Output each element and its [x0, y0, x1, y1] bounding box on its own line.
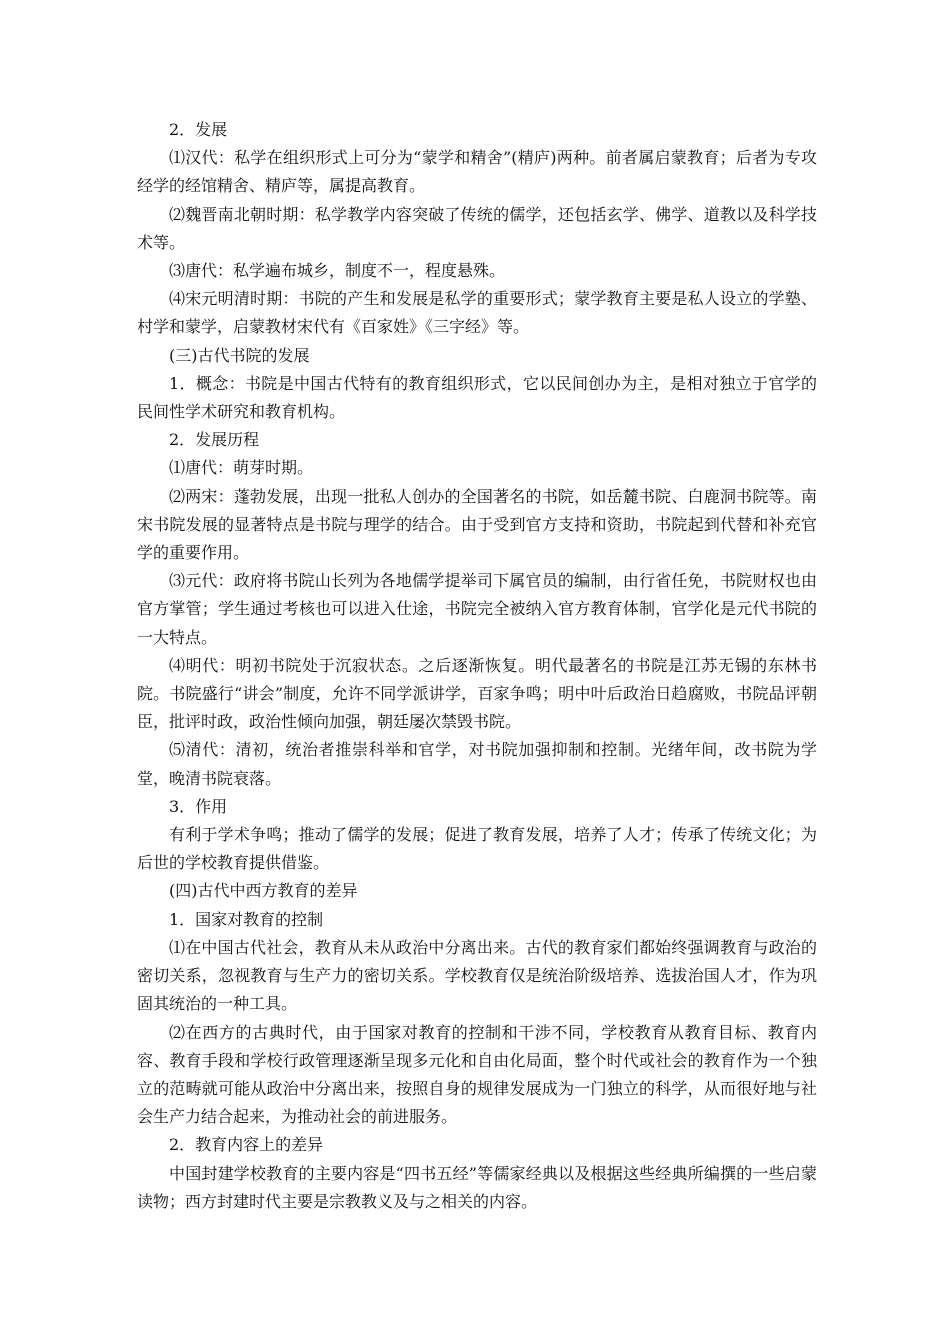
paragraph-role: 有利于学术争鸣；推动了儒学的发展；促进了教育发展，培养了人才；传承了传统文化；为后世的学校教育提供借鉴。 — [137, 825, 817, 873]
paragraph-qing: ⑸清代：清初，统治者推崇科举和官学，对书院加强抑制和控制。光绪年间，改书院为学堂，晚清书院衰落。 — [137, 740, 817, 788]
paragraph-ming: ⑷明代：明初书院处于沉寂状态。之后逐渐恢复。明代最著名的书院是江苏无锡的东林书院。书院盛行“讲会”制度，允许不同学派讲学，百家争鸣；明中叶后政治日趋腐败，书院品评朝臣，批评时政，政治性倾向加强，朝廷屡次禁毁书院。 — [137, 655, 817, 732]
section-heading-state-control: 1．国家对教育的控制 — [169, 909, 324, 929]
section-heading-development: 2．发展 — [169, 120, 228, 139]
section-heading-academies: (三)古代书院的发展 — [169, 345, 310, 365]
paragraph-west-control: ⑵在西方的古典时代，由于国家对教育的控制和干涉不同，学校教育从教育目标、教育内容、教育手段和学校行政管理逐渐呈现多元化和自由化局面，整个时代或社会的教育作为一个独立的范畴就可能从政治中分离出来，按照自身的规律发展成为一门独立的科学，从而很好地与社会生产力结合起来，为推动社会的前进服务。 — [137, 1022, 817, 1127]
paragraph-concept: 1．概念：书院是中国古代特有的教育组织形式，它以民间创办为主，是相对独立于官学的民间性学术研究和教育机构。 — [137, 373, 817, 422]
paragraph-han-dynasty: ⑴汉代：私学在组织形式上可分为“蒙学和精舍”(精庐)两种。前者属启蒙教育；后者为专攻经学的经馆精舍、精庐等，属提高教育。 — [137, 148, 817, 196]
section-heading-history: 2．发展历程 — [169, 430, 260, 450]
paragraph-content-difference: 中国封建学校教育的主要内容是“四书五经”等儒家经典以及根据这些经典所编撰的一些启蒙读物；西方封建时代主要是宗教教义及与之相关的内容。 — [137, 1163, 817, 1211]
paragraph-china-control: ⑴在中国古代社会，教育从未从政治中分离出来。古代的教育家们都始终强调教育与政治的密切关系，忽视教育与生产力的密切关系。学校教育仅是统治阶级培养、选拔治国人才，作为巩固其统治的一种工具。 — [137, 937, 817, 1014]
document-page — [137, 116, 817, 1216]
paragraph-wei-jin: ⑵魏晋南北朝时期：私学教学内容突破了传统的儒学，还包括玄学、佛学、道教以及科学技术等。 — [137, 204, 817, 252]
paragraph-tang-sprout: ⑴唐代：萌芽时期。 — [169, 458, 314, 478]
section-heading-differences: (四)古代中西方教育的差异 — [169, 881, 358, 901]
paragraph-song-yuan-ming-qing: ⑷宋元明清时期：书院的产生和发展是私学的重要形式；蒙学教育主要是私人设立的学塾、村学和蒙学，启蒙教材宋代有《百家姓》《三字经》等。 — [137, 289, 817, 337]
section-heading-role: 3．作用 — [169, 796, 228, 816]
paragraph-tang-dynasty: ⑶唐代：私学遍布城乡，制度不一，程度悬殊。 — [169, 261, 506, 281]
section-heading-content-difference: 2．教育内容上的差异 — [169, 1135, 324, 1155]
paragraph-two-song: ⑵两宋：蓬勃发展，出现一批私人创办的全国著名的书院，如岳麓书院、白鹿洞书院等。南宋书院发展的显著特点是书院与理学的结合。由于受到官方支持和资助，书院起到代替和补充官学的重要作用。 — [137, 486, 817, 563]
paragraph-yuan: ⑶元代：政府将书院山长列为各地儒学提举司下属官员的编制，由行省任免，书院财权也由官方掌管；学生通过考核也可以进入仕途，书院完全被纳入官方教育体制，官学化是元代书院的一大特点。 — [137, 571, 817, 647]
